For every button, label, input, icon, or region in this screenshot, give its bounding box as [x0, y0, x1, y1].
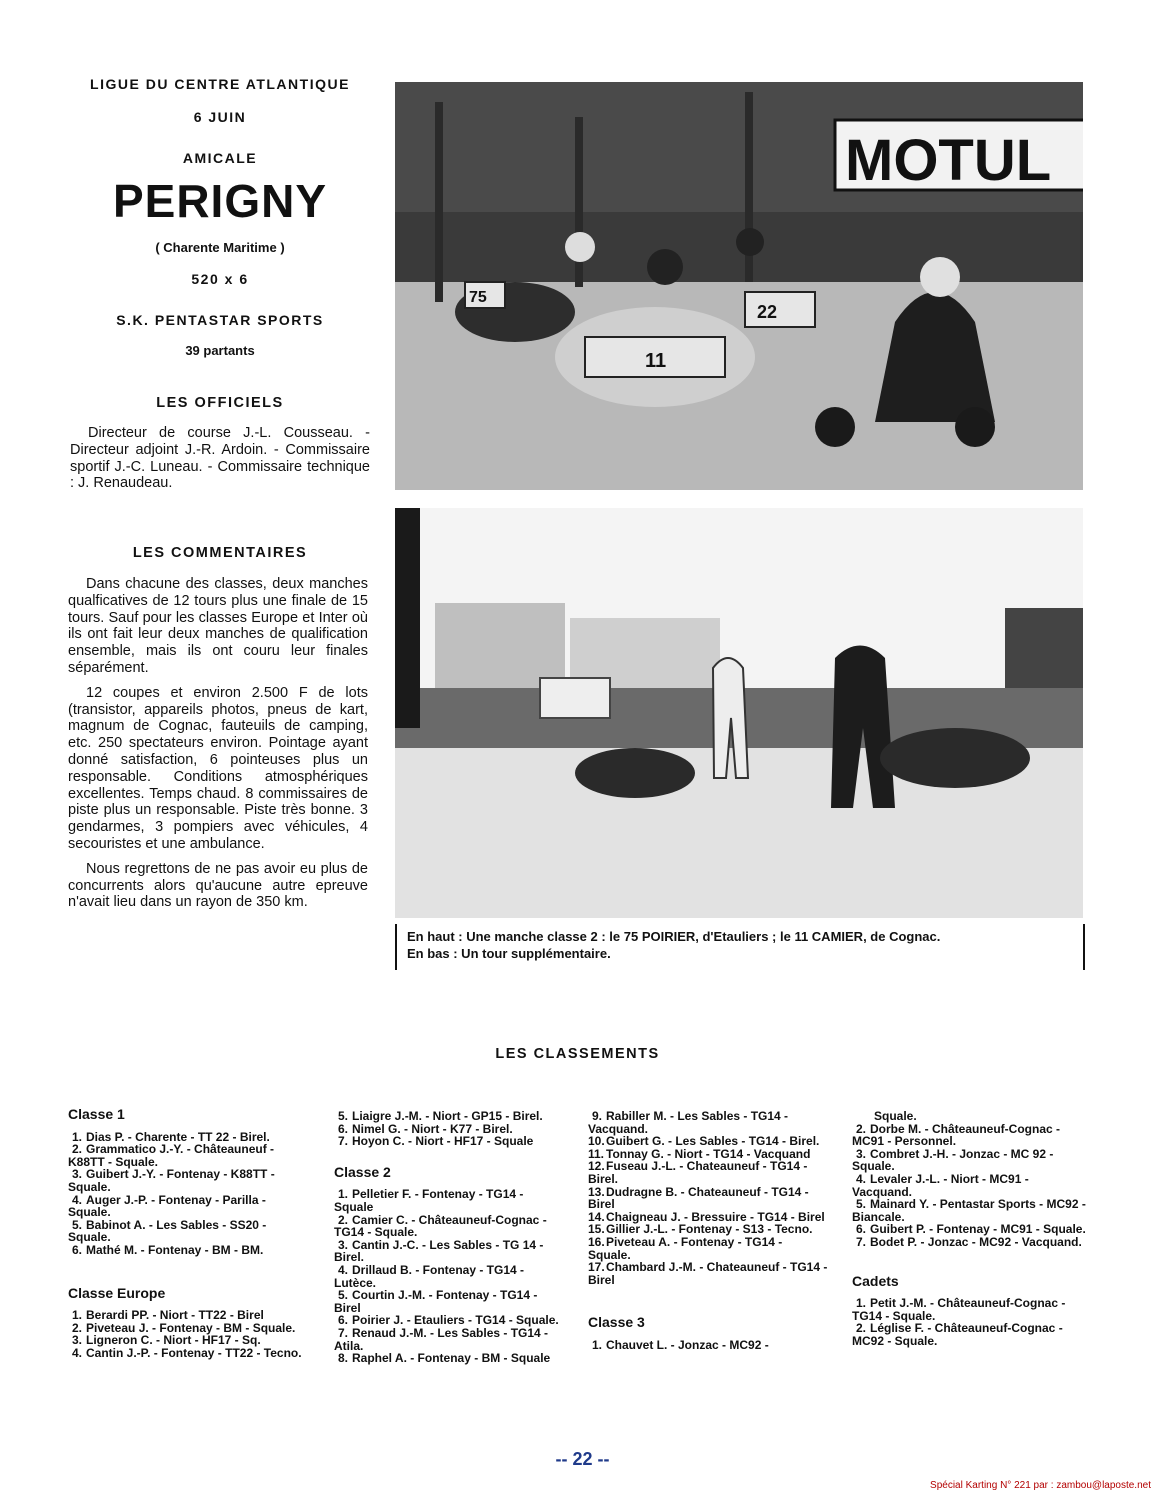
result-item: 3. Cantin J.-C. - Les Sables - TG 14 - Birel. [334, 1237, 544, 1265]
starters: 39 partants [185, 343, 255, 358]
result-item: 15.Gillier J.-L. - Fontenay - S13 - Tecno. [588, 1222, 813, 1237]
cadets-title: Cadets [852, 1272, 899, 1289]
classe-1-continued-list [334, 1110, 566, 1148]
result-item: 5. Liaigre J.-M. - Niort - GP15 - Birel. [337, 1109, 543, 1123]
commentaires-heading: LES COMMENTAIRES [132, 545, 308, 561]
league-title: LIGUE DU CENTRE ATLANTIQUE [90, 76, 350, 92]
result-item: 5. Babinot A. - Les Sables - SS20 - Squale. [68, 1217, 267, 1245]
result-item: 7. Renaud J.-M. - Les Sables - TG14 - Atila. [334, 1325, 549, 1353]
result-item: 1. Berardi PP. - Niort - TT22 - Birel [71, 1308, 264, 1323]
classe-europe-title: Classe Europe [68, 1284, 166, 1301]
track-length: 520 x 6 [191, 271, 249, 287]
organizer: S.K. PENTASTAR SPORTS [116, 312, 324, 328]
result-item: 3. Guibert J.-Y. - Fontenay - K88TT - Squale. [68, 1167, 275, 1194]
result-item: 2. Dorbe M. - Châteauneuf-Cognac - MC91 - Personnel. [852, 1121, 1061, 1149]
results-column-3 [588, 1110, 828, 1352]
commentaires-paragraph-3: Nous regrettons de ne pas avoir eu plus de concurrents alors qu'aucune autre epreuve n'avait lieu dans un rayon de 350 km. [68, 860, 368, 911]
result-item: 4. Cantin J.-P. - Fontenay - TT22 - Tecno. [71, 1345, 302, 1360]
result-item: 4. Auger J.-P. - Fontenay - Parilla - Squale. [68, 1192, 266, 1220]
result-item: 6. Nimel G. - Niort - K77 - Birel. [337, 1121, 513, 1136]
caption-line-2: En bas : Un tour supplémentaire. [407, 946, 611, 961]
result-item: 1. Chauvet L. - Jonzac - MC92 - [591, 1337, 769, 1352]
result-item: 5. Mainard Y. - Pentastar Sports - MC92 - Biancale. [852, 1197, 1086, 1224]
result-item: 7. Hoyon C. - Niort - HF17 - Squale [337, 1134, 534, 1149]
classe-3-title: Classe 3 [588, 1314, 645, 1331]
classe-2-title: Classe 2 [334, 1163, 391, 1180]
result-item: 10.Guibert G. - Les Sables - TG14 - Birel. [588, 1134, 820, 1149]
result-item: 16.Piveteau A. - Fontenay - TG14 - Squale. [588, 1234, 783, 1262]
results-column-1 [68, 1094, 306, 1360]
event-date: 6 JUIN [193, 109, 247, 125]
result-item: 2. Grammatico J.-Y. - Châteauneuf - K88TT - Squale. [68, 1142, 275, 1169]
photo-bottom [395, 508, 1083, 918]
photo-bottom-illustration [395, 508, 1083, 918]
result-item: 4. Drillaud B. - Fontenay - TG14 - Lutèce. [334, 1262, 525, 1290]
club-name: AMICALE [182, 150, 258, 166]
kart-number-22: 22 [757, 302, 778, 322]
result-item: 9. Rabiller M. - Les Sables - TG14 - Vacquand. [588, 1109, 789, 1136]
footer-credit: Spécial Karting N° 221 par : zambou@laposte.net [930, 1480, 1151, 1491]
result-item: 1. Dias P. - Charente - TT 22 - Birel. [71, 1129, 270, 1144]
result-item: 17.Chambard J.-M. - Chateauneuf - TG14 - Birel [588, 1260, 828, 1287]
photo-top [395, 82, 1083, 490]
result-item: 7. Bodet P. - Jonzac - MC92 - Vacquand. [855, 1234, 1082, 1249]
page-number: -- 22 -- [555, 1449, 610, 1469]
region: ( Charente Maritime ) [155, 240, 285, 255]
officiels-heading: LES OFFICIELS [156, 395, 284, 411]
banner-text: MOTUL [845, 128, 1052, 193]
result-item: 1. Petit J.-M. - Châteauneuf-Cognac - TG14 - Squale. [852, 1296, 1066, 1323]
result-item: 6. Mathé M. - Fontenay - BM - BM. [71, 1242, 264, 1257]
kart-number-11: 11 [645, 350, 667, 372]
officiels-paragraph: Directeur de course J.-L. Cousseau. - Directeur adjoint J.-R. Ardoin. - Commissaire sportif J.-C. Luneau. - Commissaire technique : J. Renaudeau. [70, 425, 370, 492]
result-item: 3. Ligneron C. - Niort - HF17 - Sq. [71, 1333, 261, 1348]
caption-line-1: En haut : Une manche classe 2 : le 75 POIRIER, d'Etauliers ; le 11 CAMIER, de Cognac. [407, 929, 941, 944]
classe-3-lead: Squale. [874, 1109, 917, 1123]
classe-3-list [588, 1339, 828, 1352]
classe-europe-list [68, 1309, 306, 1359]
result-item: 1. Pelletier F. - Fontenay - TG14 - Squale [334, 1187, 524, 1214]
result-item: 12.Fuseau J.-L. - Chateauneuf - TG14 - Birel. [588, 1159, 808, 1186]
result-item: 2. Piveteau J. - Fontenay - BM - Squale. [71, 1320, 296, 1335]
commentaires-text [68, 576, 368, 919]
result-item: 13.Dudragne B. - Chateauneuf - TG14 - Birel [588, 1184, 809, 1212]
classe-1-title: Classe 1 [68, 1106, 125, 1122]
result-item: 6. Guibert P. - Fontenay - MC91 - Squale. [855, 1222, 1086, 1237]
result-item: 2. Camier C. - Châteauneuf-Cognac - TG14 - Squale. [334, 1212, 547, 1240]
result-item: 11. Tonnay G. - Niort - TG14 - Vacquand [588, 1146, 811, 1161]
classe-1-list [68, 1131, 306, 1257]
result-item: 2. Léglise F. - Châteauneuf-Cognac - MC92 - Squale. [852, 1321, 1063, 1348]
result-item: 8. Raphel A. - Fontenay - BM - Squale [337, 1351, 551, 1366]
page-title: PERIGNY [112, 175, 328, 227]
officiels-text [70, 425, 370, 500]
photo-top-illustration [395, 82, 1083, 490]
results-column-4 [852, 1110, 1088, 1348]
result-item: 14.Chaigneau J. - Bressuire - TG14 - Birel [588, 1209, 825, 1224]
commentaires-paragraph-1: Dans chacune des classes, deux manches qualficatives de 12 tours plus une finale de 15 tours. Sauf pour les classes Europe et Inter où ils ont fait leur deux manches de qualification ensemble, mais ils ont couru leur finales séparément. [68, 576, 368, 676]
classe-2-list [334, 1188, 566, 1364]
classe-3-continued-list [852, 1123, 1088, 1249]
photo-caption [395, 924, 1085, 970]
commentaires-paragraph-2: 12 coupes et environ 2.500 F de lots (transistor, appareils photos, pneus de kart, magnum de Cognac, fauteuils de camping, etc. 250 spectateurs environ. Pointage ayant donné satisfaction, 6 pointeuses plus un responsable. Conditions atmosphériques excellentes. Temps chaud. 8 commissaires de piste plus un responsable. Piste très bonne. 3 gendarmes, 3 pompiers avec véhicules, 4 secouristes et une ambulance. [68, 684, 368, 852]
result-item: 3. Combret J.-H. - Jonzac - MC 92 - Squale. [852, 1146, 1054, 1174]
result-item: 4. Levaler J.-L. - Niort - MC91 - Vacquand. [852, 1171, 1029, 1199]
cadets-list [852, 1297, 1088, 1347]
results-column-2 [334, 1110, 566, 1365]
classe-2-continued-list [588, 1110, 828, 1286]
result-item: 5. Courtin J.-M. - Fontenay - TG14 - Birel [334, 1288, 538, 1315]
result-item: 6. Poirier J. - Etauliers - TG14 - Squale. [337, 1313, 559, 1328]
kart-number-75: 75 [469, 289, 487, 306]
classements-heading: LES CLASSEMENTS [495, 1046, 660, 1062]
